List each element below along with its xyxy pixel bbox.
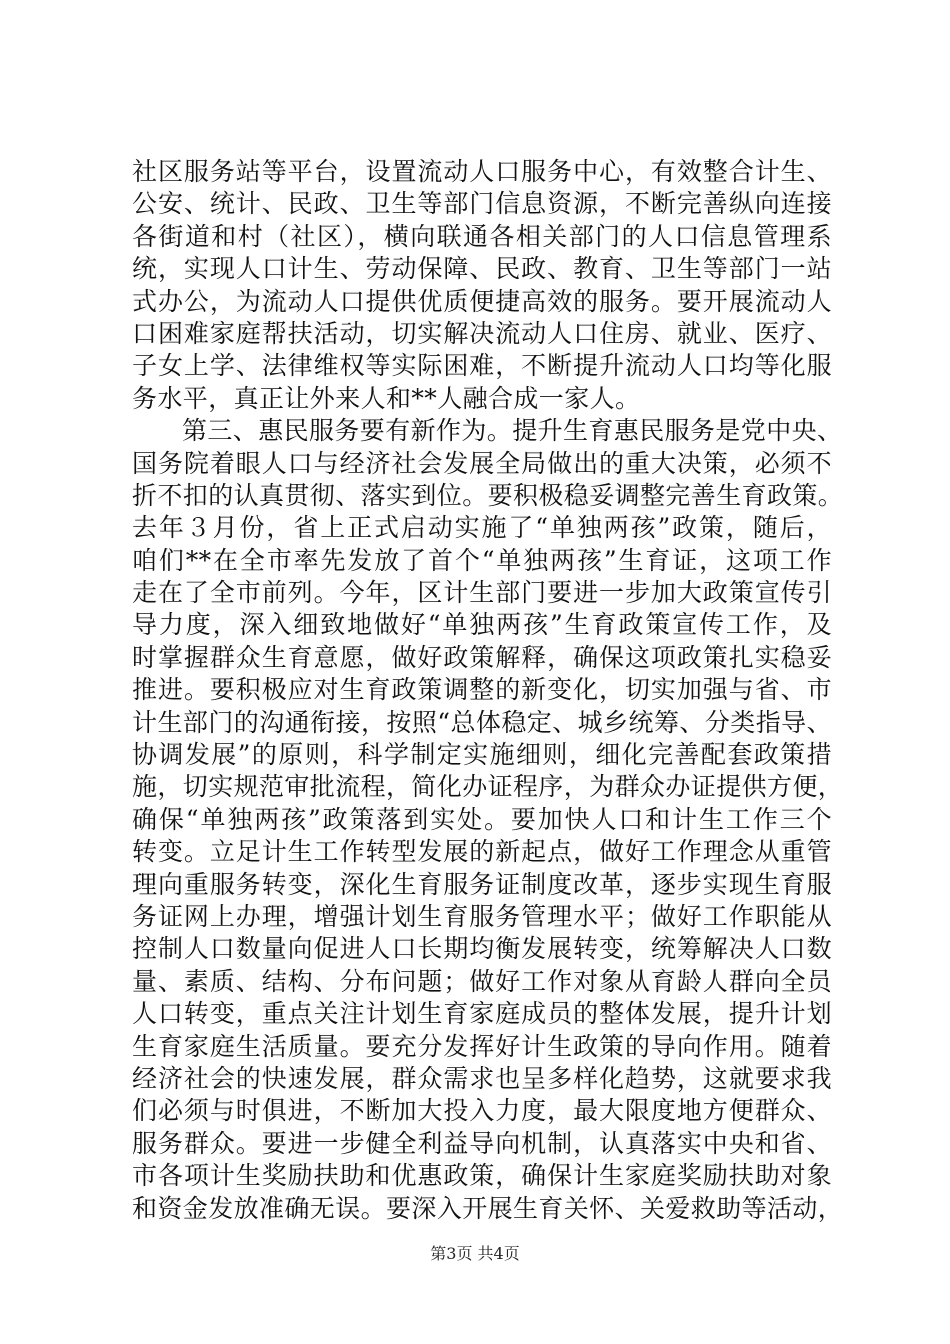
text-line: 去年３月份，省上正式启动实施了“单独两孩”政策，随后，: [132, 513, 832, 543]
text-line: 确保“单独两孩”政策落到实处。要加快人口和计生工作三个: [132, 804, 832, 834]
text-line: 导力度，深入细致地做好“单独两孩”生育政策宣传工作，及: [132, 610, 832, 640]
text-line: 量、素质、结构、分布问题；做好工作对象从育龄人群向全员: [132, 966, 832, 996]
text-line: 务水平，真正让外来人和**人融合成一家人。: [132, 383, 641, 413]
text-line: 人口转变，重点关注计划生育家庭成员的整体发展，提升计划: [132, 999, 832, 1029]
text-line: 走在了全市前列。今年，区计生部门要进一步加大政策宣传引: [132, 578, 832, 608]
text-line: 服务群众。要进一步健全利益导向机制，认真落实中央和省、: [132, 1128, 832, 1158]
text-line: 口困难家庭帮扶活动，切实解决流动人口住房、就业、医疗、: [132, 318, 832, 348]
body-text: [132, 156, 844, 1225]
text-line: 转变。立足计生工作转型发展的新起点，做好工作理念从重管: [132, 837, 832, 867]
text-line: 推进。要积极应对生育政策调整的新变化，切实加强与省、市: [132, 675, 832, 705]
text-line: 理向重服务转变，深化生育服务证制度改革，逐步实现生育服: [132, 869, 832, 899]
text-line: 社区服务站等平台，设置流动人口服务中心，有效整合计生、: [132, 157, 832, 186]
text-line: 务证网上办理，增强计划生育服务管理水平；做好工作职能从: [132, 901, 832, 931]
text-line: 公安、统计、民政、卫生等部门信息资源，不断完善纵向连接: [132, 189, 832, 219]
text-line: 市各项计生奖励扶助和优惠政策，确保计生家庭奖励扶助对象: [132, 1161, 832, 1191]
text-line: 国务院着眼人口与经济社会发展全局做出的重大决策，必须不: [132, 448, 832, 478]
text-line: 咱们**在全市率先发放了首个“单独两孩”生育证，这项工作: [132, 545, 832, 575]
text-line: 控制人口数量向促进人口长期均衡发展转变，统筹解决人口数: [132, 934, 832, 964]
text-line: 经济社会的快速发展，群众需求也呈多样化趋势，这就要求我: [132, 1063, 832, 1093]
text-line: 统，实现人口计生、劳动保障、民政、教育、卫生等部门一站: [132, 254, 832, 284]
text-line: 时掌握群众生育意愿，做好政策解释，确保这项政策扎实稳妥: [132, 642, 832, 672]
text-line: 式办公，为流动人口提供优质便捷高效的服务。要开展流动人: [132, 286, 832, 316]
text-line: 生育家庭生活质量。要充分发挥好计生政策的导向作用。随着: [132, 1031, 832, 1061]
page-footer: 第3页 共4页: [430, 1244, 520, 1263]
paragraph-start-line: 第三、惠民服务要有新作为。提升生育惠民服务是党中央、: [182, 416, 843, 446]
text-line: 子女上学、法律维权等实际困难，不断提升流动人口均等化服: [132, 351, 832, 381]
text-line: 折不扣的认真贯彻、落实到位。要积极稳妥调整完善生育政策。: [132, 480, 844, 510]
text-line: 协调发展”的原则，科学制定实施细则，细化完善配套政策措: [132, 740, 832, 770]
text-line: 计生部门的沟通衔接，按照“总体稳定、城乡统筹、分类指导、: [132, 707, 832, 737]
text-line: 各街道和村（社区），横向联通各相关部门的人口信息管理系: [132, 221, 832, 251]
text-line: 和资金发放准确无误。要深入开展生育关怀、关爱救助等活动，: [132, 1193, 844, 1223]
text-line: 施，切实规范审批流程，简化办证程序，为群众办证提供方便，: [132, 772, 844, 802]
text-line: 们必须与时俱进，不断加大投入力度，最大限度地方便群众、: [132, 1096, 832, 1126]
